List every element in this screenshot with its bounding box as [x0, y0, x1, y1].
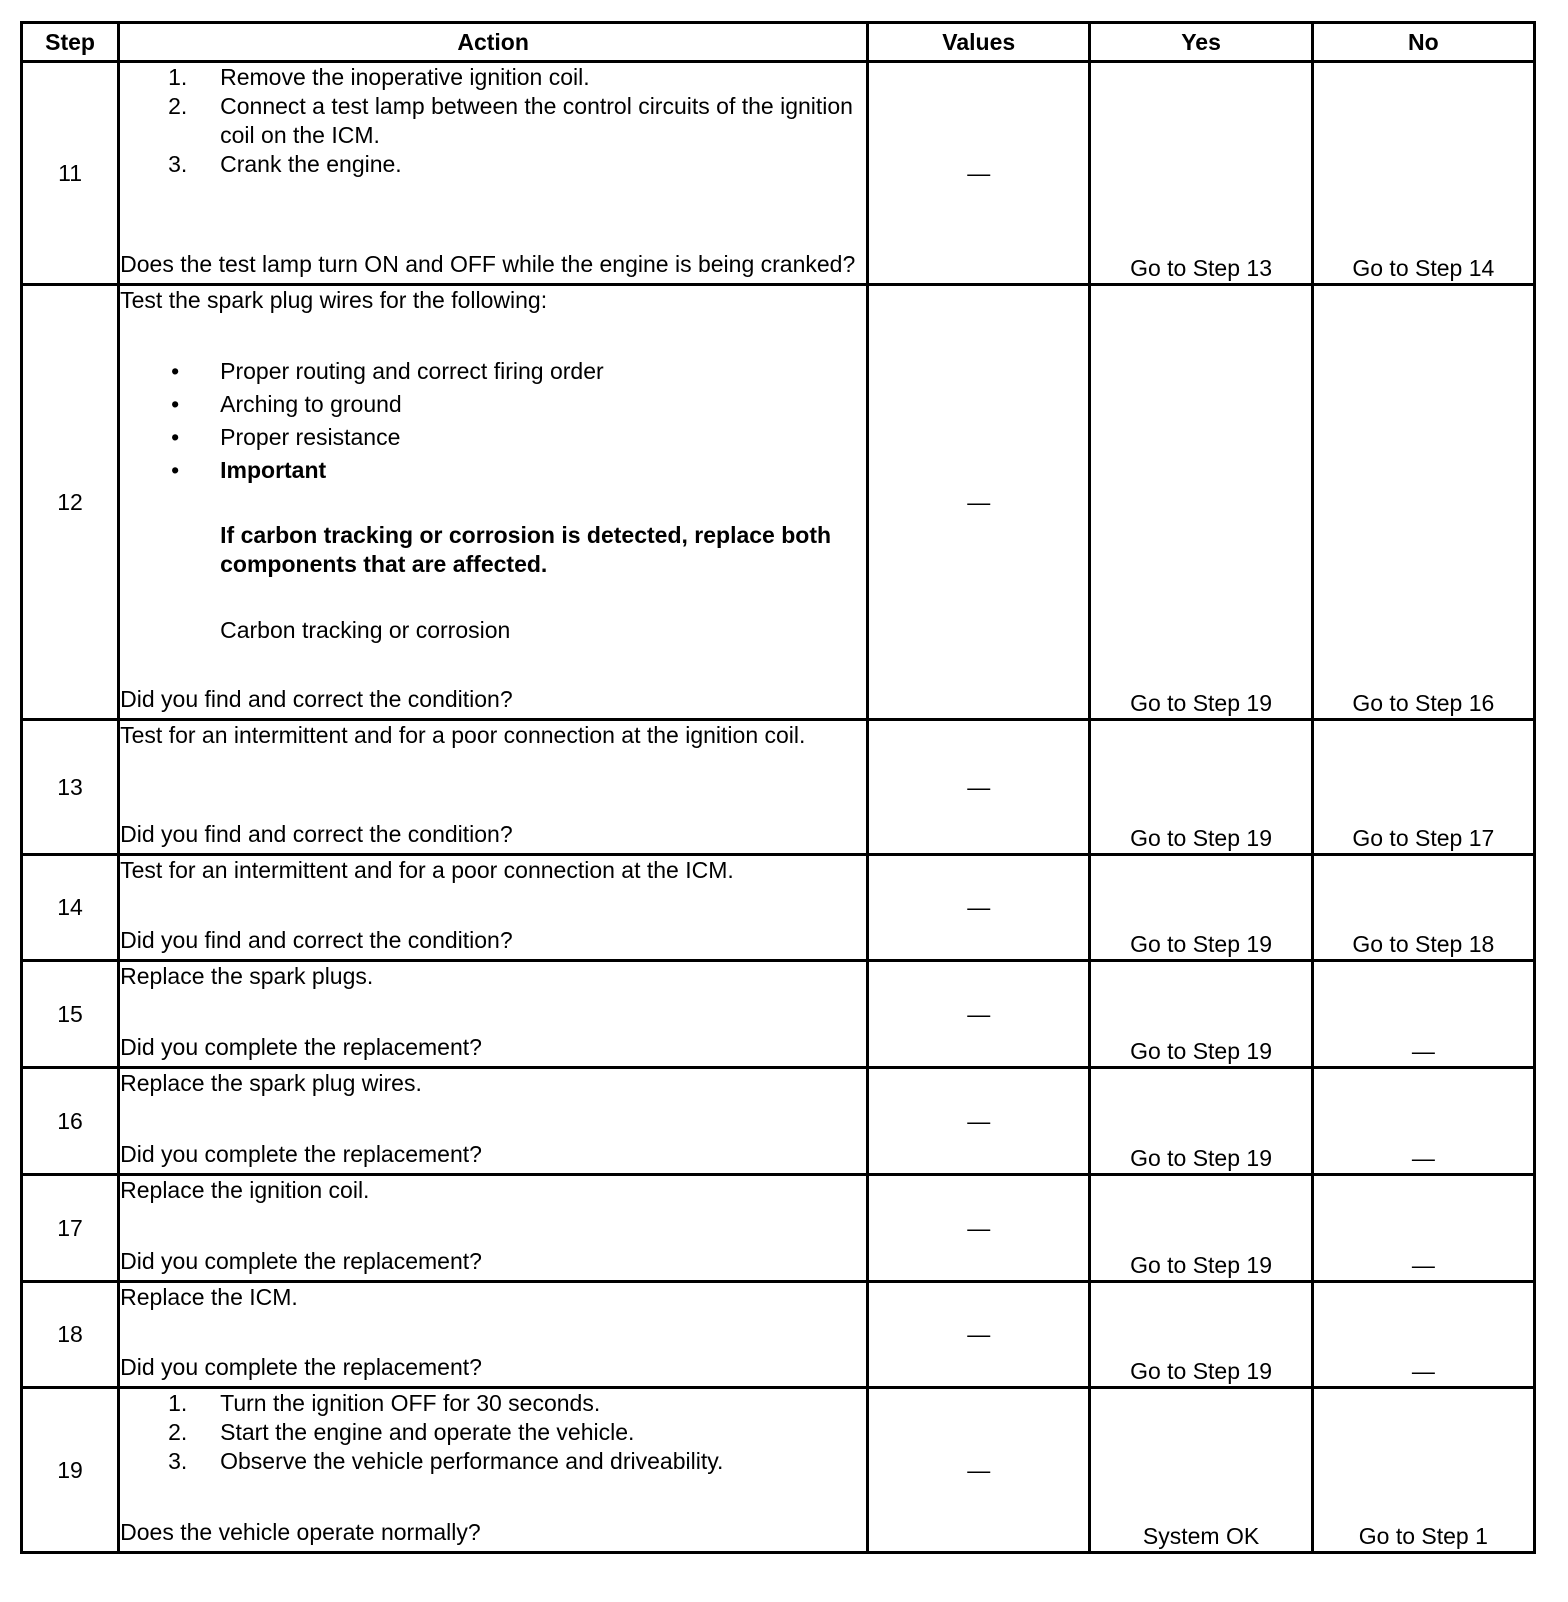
values-cell: —: [868, 1068, 1090, 1175]
no-cell: —: [1312, 1282, 1534, 1388]
action-question: Does the test lamp turn ON and OFF while the engine is being cranked?: [120, 251, 856, 277]
list-item: • Proper resistance: [171, 424, 401, 450]
important-label: Important: [220, 457, 327, 483]
action-question: Does the vehicle operate normally?: [120, 1519, 481, 1545]
action-question: Did you complete the replacement?: [120, 1248, 482, 1274]
bullet-list: [120, 355, 866, 487]
values-cell: —: [868, 1388, 1090, 1553]
list-item: • Arching to ground: [171, 391, 402, 417]
table-row-step-13: [22, 720, 1535, 855]
step-number: 17: [22, 1175, 119, 1282]
step-number: 11: [22, 62, 119, 285]
step-number: 16: [22, 1068, 119, 1175]
action-cell: [119, 855, 868, 961]
header-step: Step: [22, 23, 119, 62]
action-question: Did you find and correct the condition?: [120, 927, 513, 953]
list-item: • Proper routing and correct firing order: [171, 358, 604, 384]
no-cell: —: [1312, 961, 1534, 1068]
table-row-step-15: [22, 961, 1535, 1068]
values-cell: —: [868, 720, 1090, 855]
numbered-list: [120, 63, 866, 179]
action-question: Did you complete the replacement?: [120, 1141, 482, 1167]
action-text: Replace the ICM.: [120, 1284, 298, 1310]
header-row: [22, 23, 1535, 62]
header-yes: Yes: [1090, 23, 1312, 62]
table-row-step-11: [22, 62, 1535, 285]
action-text: Test for an intermittent and for a poor connection at the ICM.: [120, 857, 734, 883]
no-cell: —: [1312, 1175, 1534, 1282]
action-cell: [119, 961, 868, 1068]
list-item: • Important: [171, 457, 327, 483]
yes-cell: Go to Step 13: [1090, 62, 1312, 285]
list-item: 3. Crank the engine.: [168, 151, 402, 177]
action-text: Test for an intermittent and for a poor connection at the ignition coil.: [120, 722, 806, 748]
values-cell: —: [868, 62, 1090, 285]
table-row-step-12: [22, 285, 1535, 720]
yes-cell: Go to Step 19: [1090, 1068, 1312, 1175]
action-cell: [119, 720, 868, 855]
no-cell: Go to Step 18: [1312, 855, 1534, 961]
list-item: 1. Remove the inoperative ignition coil.: [168, 64, 590, 90]
action-cell: [119, 1068, 868, 1175]
action-cell: [119, 62, 868, 285]
no-cell: Go to Step 14: [1312, 62, 1534, 285]
list-item: 3. Observe the vehicle performance and driveability.: [168, 1448, 724, 1474]
yes-cell: Go to Step 19: [1090, 961, 1312, 1068]
action-question: Did you find and correct the condition?: [120, 686, 513, 712]
action-text: Replace the spark plug wires.: [120, 1070, 422, 1096]
no-cell: Go to Step 16: [1312, 285, 1534, 720]
no-cell: Go to Step 17: [1312, 720, 1534, 855]
values-cell: —: [868, 1282, 1090, 1388]
values-cell: —: [868, 285, 1090, 720]
diagnostic-table: [20, 21, 1536, 1554]
table-row-step-16: [22, 1068, 1535, 1175]
action-cell: [119, 1175, 868, 1282]
table-row-step-19: [22, 1388, 1535, 1553]
values-cell: —: [868, 1175, 1090, 1282]
action-cell: [119, 1282, 868, 1388]
action-question: Did you find and correct the condition?: [120, 821, 513, 847]
yes-cell: Go to Step 19: [1090, 285, 1312, 720]
step-number: 18: [22, 1282, 119, 1388]
step-number: 15: [22, 961, 119, 1068]
step-number: 19: [22, 1388, 119, 1553]
values-cell: —: [868, 961, 1090, 1068]
header-no: No: [1312, 23, 1534, 62]
header-values: Values: [868, 23, 1090, 62]
important-note: If carbon tracking or corrosion is detected, replace both components that are affected.: [220, 522, 832, 577]
action-cell: [119, 1388, 868, 1553]
no-cell: —: [1312, 1068, 1534, 1175]
numbered-list: [120, 1389, 866, 1476]
action-text: Replace the ignition coil.: [120, 1177, 370, 1203]
yes-cell: Go to Step 19: [1090, 1175, 1312, 1282]
list-item: 2. Connect a test lamp between the control circuits of the ignition coil on the ICM.: [168, 93, 853, 148]
table-row-step-17: [22, 1175, 1535, 1282]
yes-cell: Go to Step 19: [1090, 855, 1312, 961]
values-cell: —: [868, 855, 1090, 961]
yes-cell: Go to Step 19: [1090, 720, 1312, 855]
table-row-step-18: [22, 1282, 1535, 1388]
action-text: Replace the spark plugs.: [120, 963, 374, 989]
note-extra: Carbon tracking or corrosion: [220, 617, 511, 643]
no-cell: Go to Step 1: [1312, 1388, 1534, 1553]
action-question: Did you complete the replacement?: [120, 1034, 482, 1060]
step-number: 13: [22, 720, 119, 855]
table-row-step-14: [22, 855, 1535, 961]
step-number: 14: [22, 855, 119, 961]
header-action: Action: [119, 23, 868, 62]
list-item: 2. Start the engine and operate the vehicle.: [168, 1419, 635, 1445]
action-intro: Test the spark plug wires for the following:: [120, 287, 548, 313]
action-question: Did you complete the replacement?: [120, 1354, 482, 1380]
yes-cell: Go to Step 19: [1090, 1282, 1312, 1388]
yes-cell: System OK: [1090, 1388, 1312, 1553]
action-cell: [119, 285, 868, 720]
list-item: 1. Turn the ignition OFF for 30 seconds.: [168, 1390, 601, 1416]
step-number: 12: [22, 285, 119, 720]
